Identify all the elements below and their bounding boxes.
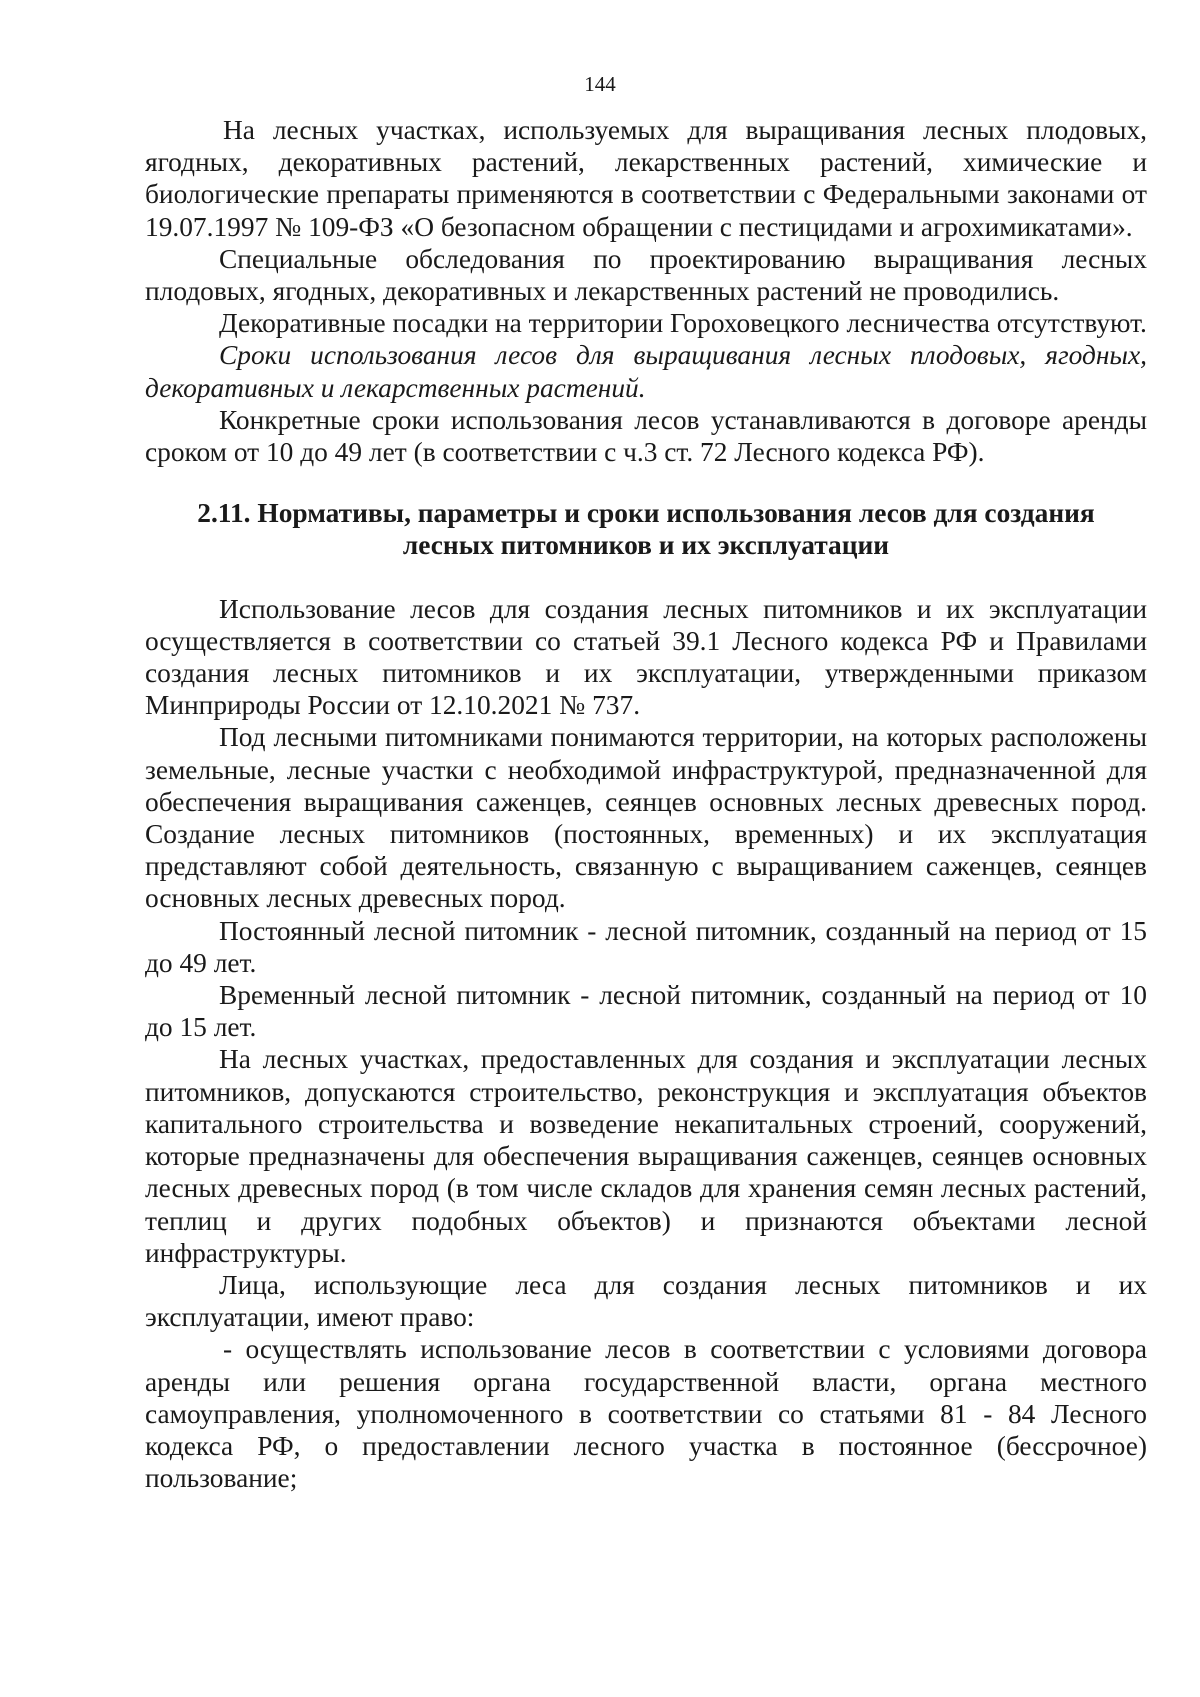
page-number: 144 [584,72,616,96]
paragraph-user-rights: Лица, использующие леса для создания лесных питомников и их эксплуатации, имеют право: [145,1269,1147,1333]
paragraph-nursery-infrastructure: На лесных участках, предоставленных для создания и эксплуатации лесных питомников, допускаются строительство, реконструкция и эксплуатация объектов капитального строительства и возведение некапитальных строений, сооружений, которые предназначены для обеспечения выращивания саженцев, сеянцев основных лесных древесных пород (в том числе складов для хранения семян лесных растений, теплиц и других подобных объектов) и признаются объектами лесной инфраструктуры. [145,1044,1147,1268]
paragraph-nursery-legal-basis: Использование лесов для создания лесных питомников и их эксплуатации осуществляется в соответствии со статьей 39.1 Лесного кодекса РФ и Правилами создания лесных питомников и их эксплуатации, утвержденными приказом Минприроды России от 12.10.2021 № 737. [145,593,1147,721]
paragraph-chemicals: На лесных участках, используемых для выращивания лесных плодовых, ягодных, декоративных растений, лекарственных растений, химические и биологические препараты применяются в соответствии с Федеральными законами от 19.07.1997 № 109-ФЗ «О безопасном обращении с пестицидами и агрохимикатами». [145,115,1147,242]
paragraph-lease-terms: Конкретные сроки использования лесов устанавливаются в договоре аренды сроком от 10 до 49 лет (в соответствии с ч.3 ст. 72 Лесного кодекса РФ). [145,404,1147,468]
subheading-usage-terms: Сроки использования лесов для выращивания лесных плодовых, ягодных, декоративных и лекарственных растений. [145,340,1147,403]
section-heading-line-1: 2.11. Нормативы, параметры и сроки использования лесов для создания [197,498,1095,529]
paragraph-nursery-definition: Под лесными питомниками понимаются территории, на которых расположены земельные, лесные участки с необходимой инфраструктурой, предназначенной для обеспечения выращивания саженцев, сеянцев основных лесных древесных пород. Создание лесных питомников (постоянных, временных) и их эксплуатация представляют собой деятельность, связанную с выращиванием саженцев, сеянцев основных лесных древесных пород. [145,722,1147,914]
paragraph-temporary-nursery: Временный лесной питомник - лесной питомник, созданный на период от 10 до 15 лет. [145,980,1147,1043]
section-heading [145,497,1147,561]
section-heading-line-2: лесных питомников и их эксплуатации [402,530,890,561]
paragraph-surveys: Специальные обследования по проектированию выращивания лесных плодовых, ягодных, декоративных и лекарственных растений не проводились. [145,243,1147,307]
paragraph-decorative-plantings: Декоративные посадки на территории Гороховецкого лесничества отсутствуют. [219,308,1147,339]
paragraph-permanent-nursery: Постоянный лесной питомник - лесной питомник, созданный на период от 15 до 49 лет. [145,915,1147,978]
page-content [145,114,1147,1494]
list-item-right-use-forests: - осуществлять использование лесов в соответствии с условиями договора аренды или решения органа государственной власти, органа местного самоуправления, уполномоченного в соответствии со статьями 81 - 84 Лесного кодекса РФ, о предоставлении лесного участка в постоянное (бессрочное) пользование; [145,1334,1147,1494]
